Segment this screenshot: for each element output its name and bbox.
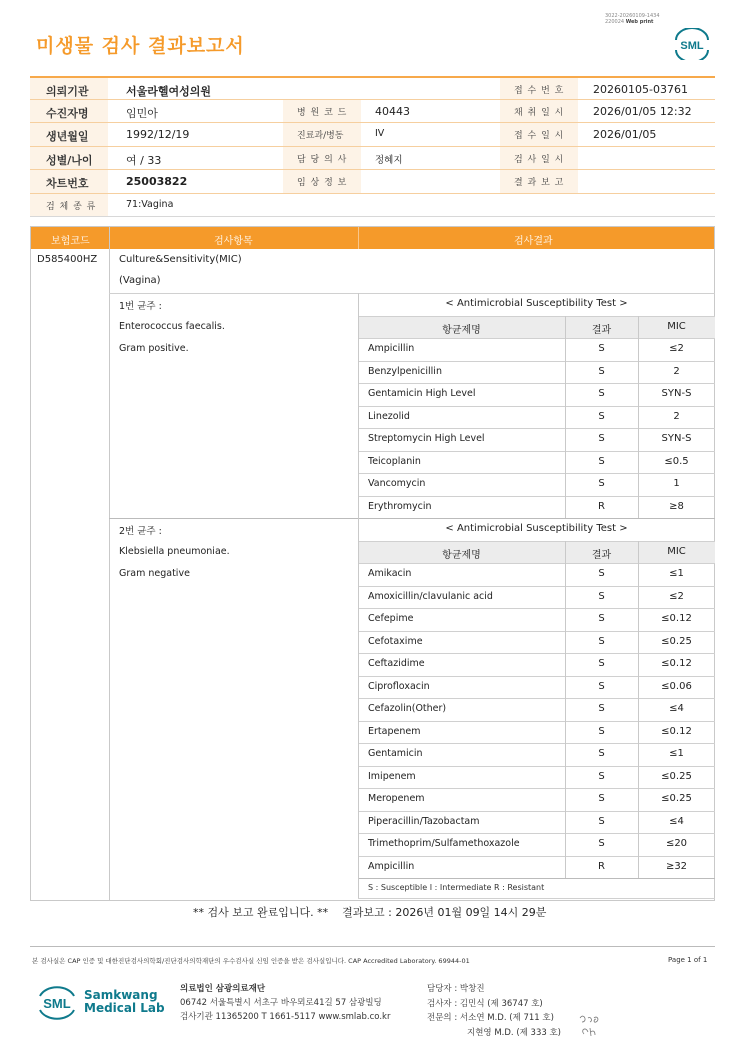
drug-mic: 1 [673,478,680,489]
row-divider [358,406,715,407]
ward-code-label: 병 원 코 드 [297,107,348,118]
row-divider [358,743,715,744]
drug-mic: ≤0.06 [661,680,692,692]
col-divider [565,541,566,879]
drug-header: 항균제명 [442,324,481,336]
specimen-label: 검 체 종 류 [46,201,97,212]
ast-title: < Antimicrobial Susceptibility Test > [445,298,628,309]
drug-name: Ciprofloxacin [368,680,430,692]
row-divider [358,563,715,564]
drug-name: Meropenem [368,793,425,804]
row-divider [109,518,715,519]
mic-header: MIC [667,320,686,332]
drug-name: Ampicillin [368,860,415,872]
drug-name: Cefazolin(Other) [368,703,447,714]
drug-mic: ≤0.25 [661,635,692,647]
col-divider [565,316,566,519]
drug-mic: ≤2 [669,343,684,354]
drug-result: S [598,343,605,354]
drug-result: S [598,568,605,579]
row-divider [358,766,715,767]
drug-name: Benzylpenicillin [368,365,442,377]
receipt-date-label: 접 수 일 시 [514,131,565,141]
drug-mic: ≤0.12 [661,658,692,669]
report-complete: ** 검사 보고 완료입니다. ** 결과보고 : 2026년 01월 09일 14시 29분 [193,906,547,919]
col-divider [358,293,359,518]
drug-name: Cefotaxime [368,635,423,647]
sex-age-value: 여 / 33 [126,153,162,167]
row-divider [358,676,715,677]
drug-result: S [598,748,605,759]
col-divider [638,316,639,519]
drug-result: S [598,815,605,827]
row-divider [358,496,715,497]
drug-result: S [598,838,605,849]
drug-mic: ≤0.12 [661,613,692,624]
drug-result: S [598,703,605,714]
drug-result: S [598,455,605,467]
organism-label: 1번 균주 : [119,301,162,312]
drug-result: S [598,680,605,692]
name-value: 임민아 [126,106,158,120]
drug-name: Teicoplanin [368,455,421,467]
drug-name: Piperacillin/Tazobactam [368,815,480,827]
staff-list: 담당자 : 박창진 검사자 : 김민식 (제 36747 호) 전문의 : 서소연 M.D. (제 711 호) 지현영 M.D. (제 333 호) [427,984,562,1038]
organism-gram: Gram positive. [119,343,189,354]
collect-date-label: 채 취 일 시 [514,107,565,118]
drug-name: Gentamicin High Level [368,388,476,399]
row-divider [358,856,715,857]
drug-result: S [598,365,605,377]
clinical-label: 임 상 정 보 [297,178,348,188]
sex-age-label: 성별/나이 [46,153,93,167]
dept-value: IV [375,128,385,139]
row-divider [358,878,715,879]
lab-address: 의료법인 삼광의료재단 06742 서울특별시 서초구 바우뫼로41길 57 삼광빌딩 검사기관 11365200 T 1661-5117 www.smlab.co.kr [180,984,391,1022]
drug-result: S [598,590,605,602]
signature-icon [576,1008,610,1042]
dept-label: 진료과/병동 [297,131,344,141]
organism-name: Klebsiella pneumoniae. [119,545,230,557]
drug-result: S [598,770,605,782]
drug-result: S [598,635,605,647]
drug-mic: ≤0.25 [661,770,692,782]
row-divider [358,721,715,722]
legend: S : Susceptible I : Intermediate R : Resistant [368,883,545,892]
drug-name: Linezolid [368,410,410,422]
drug-mic: ≤4 [669,703,684,714]
mic-header: MIC [667,545,686,557]
name-label: 수진자명 [46,106,89,120]
row-divider [358,338,715,339]
result-header: 결과 [591,324,612,336]
institution-label: 의뢰기관 [46,85,89,98]
result-table-header [31,227,714,249]
row-divider [358,653,715,654]
row-divider [358,631,715,632]
row-divider [358,608,715,609]
print-meta: 3022-20260109-1434 220024 Web print [605,13,660,25]
drug-result: S [598,613,605,624]
drug-name: Streptomycin High Level [368,433,485,444]
organism-name: Enterococcus faecalis. [119,320,225,332]
drug-result: S [598,658,605,669]
page-number: Page 1 of 1 [668,956,708,964]
row-divider [358,811,715,812]
drug-mic: ≤4 [669,815,684,827]
organism-label: 2번 균주 : [119,526,162,537]
birth-label: 생년월일 [46,130,89,143]
row-divider [358,586,715,587]
chart-label: 차트번호 [46,177,89,190]
cap-note: 본 검사실은 CAP 인증 및 대한진단검사의학회/진단검사의학재단의 우수검사실 신임 인증을 받은 검사실입니다. CAP Accredited Laboratory. 69944-01 [32,957,470,965]
row-divider [358,428,715,429]
drug-result: R [598,500,605,512]
drug-mic: ≤0.12 [661,725,692,737]
row-divider [358,698,715,699]
collect-date-value: 2026/01/05 12:32 [593,104,692,118]
drug-name: Ampicillin [368,343,415,354]
specimen-value: 71:Vagina [126,198,174,210]
header-item: 검사항목 [214,236,253,247]
patient-info [30,76,715,217]
insurance-code: D585400HZ [37,254,98,265]
test-name: Culture&Sensitivity(MIC) [119,254,242,265]
drug-mic: ≥32 [665,860,688,872]
drug-name: Imipenem [368,770,416,782]
drug-mic: SYN-S [661,433,692,444]
drug-mic: SYN-S [661,388,692,399]
drug-name: Erythromycin [368,500,432,512]
drug-name: Ceftazidime [368,658,425,669]
header-result: 검사결과 [514,236,553,247]
birth-value: 1992/12/19 [126,128,190,141]
col-divider [358,518,359,878]
drug-result: S [598,410,605,422]
drug-header: 항균제명 [442,549,481,561]
drug-name: Ertapenem [368,725,421,737]
test-date-label: 검 사 일 시 [514,154,565,165]
report-title: 미생물 검사 결과보고서 [36,35,245,57]
drug-result: S [598,433,605,444]
svg-text:SML: SML [680,40,704,52]
row-divider [358,788,715,789]
receipt-date-value: 2026/01/05 [593,128,657,141]
drug-result: S [598,725,605,737]
receipt-no-label: 접 수 번 호 [514,86,565,96]
drug-mic: 2 [673,365,680,377]
doctor-value: 정혜지 [375,154,403,166]
row-divider [358,383,715,384]
drug-mic: ≤1 [669,748,684,759]
svg-text:SML: SML [43,996,71,1011]
drug-mic: ≤0.5 [664,455,689,467]
receipt-no-value: 20260105-03761 [593,83,688,96]
drug-mic: ≤20 [665,838,688,849]
row-divider [358,361,715,362]
sml-logo-icon [670,28,714,60]
row-divider [358,898,715,899]
result-header: 결과 [591,549,612,561]
col-divider [358,878,359,898]
drug-result: S [598,388,605,399]
ward-code-value: 40443 [375,104,410,118]
row-divider [358,451,715,452]
drug-mic: ≥8 [669,500,684,512]
drug-name: Vancomycin [368,478,426,489]
report-label: 결 과 보 고 [514,178,565,188]
row-divider [358,473,715,474]
drug-name: Amikacin [368,568,412,579]
institution-value: 서울라헬여성의원 [126,85,212,98]
drug-mic: ≤1 [669,568,684,579]
ast-title: < Antimicrobial Susceptibility Test > [445,523,628,534]
row-divider [358,833,715,834]
drug-mic: ≤2 [669,590,684,602]
header-code: 보험코드 [51,236,90,247]
drug-result: S [598,793,605,804]
drug-mic: 2 [673,410,680,422]
samkwang-logo-icon [36,982,78,1024]
drug-result: R [598,860,605,872]
drug-result: S [598,478,605,489]
col-divider [638,541,639,879]
doctor-label: 담 당 의 사 [297,154,348,165]
drug-name: Cefepime [368,613,414,624]
result-table [30,226,715,901]
brand-name: Samkwang Medical Lab [84,988,165,1015]
drug-mic: ≤0.25 [661,793,692,804]
organism-gram: Gram negative [119,568,190,579]
drug-name: Gentamicin [368,748,423,759]
drug-name: Trimethoprim/Sulfamethoxazole [368,838,520,849]
drug-name: Amoxicillin/clavulanic acid [368,590,493,602]
test-specimen: (Vagina) [119,275,161,286]
chart-value: 25003822 [126,175,188,188]
